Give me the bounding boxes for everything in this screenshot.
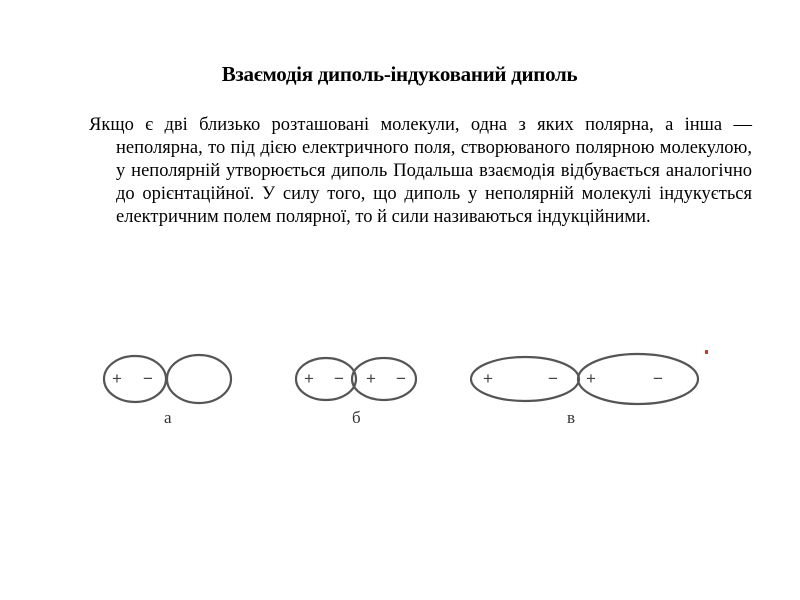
slide-title bbox=[0, 62, 800, 87]
sign-b-plus-1: + bbox=[304, 369, 314, 388]
sign-b-plus-2: + bbox=[366, 369, 376, 388]
sign-a-plus: + bbox=[112, 369, 122, 388]
sign-b-minus-1: − bbox=[334, 369, 344, 388]
slide-title-text: Взаємодія диполь-індукований диполь bbox=[221, 62, 578, 86]
sign-a-minus: − bbox=[143, 369, 153, 388]
panel-label-a: а bbox=[164, 408, 172, 427]
stray-mark bbox=[705, 350, 708, 354]
dipole-diagram bbox=[98, 346, 718, 436]
molecule-a-nonpolar bbox=[167, 355, 231, 403]
panel-label-b: б bbox=[352, 408, 361, 427]
sign-c-plus-2: + bbox=[586, 369, 596, 388]
dipole-figure bbox=[98, 346, 718, 436]
molecule-c-induced bbox=[578, 354, 698, 404]
panel-label-c: в bbox=[567, 408, 576, 427]
molecule-b-induced bbox=[352, 358, 416, 400]
sign-b-minus-2: − bbox=[396, 369, 406, 388]
body-paragraph: Якщо є дві близько розташовані молекули, одна з яких полярна, а інша — неполярна, то під дією електричного поля, створюваного полярною молекулою, у неполярній утворюється диполь Подальша взаємодія відбувається аналогічно до орієнтаційної. У силу того, що диполь у неполярній молекулі індукується електричним полем полярної, то й сили називаються індукційними. bbox=[89, 115, 752, 227]
sign-c-minus-1: − bbox=[548, 369, 558, 388]
sign-c-plus-1: + bbox=[483, 369, 493, 388]
sign-c-minus-2: − bbox=[653, 369, 663, 388]
